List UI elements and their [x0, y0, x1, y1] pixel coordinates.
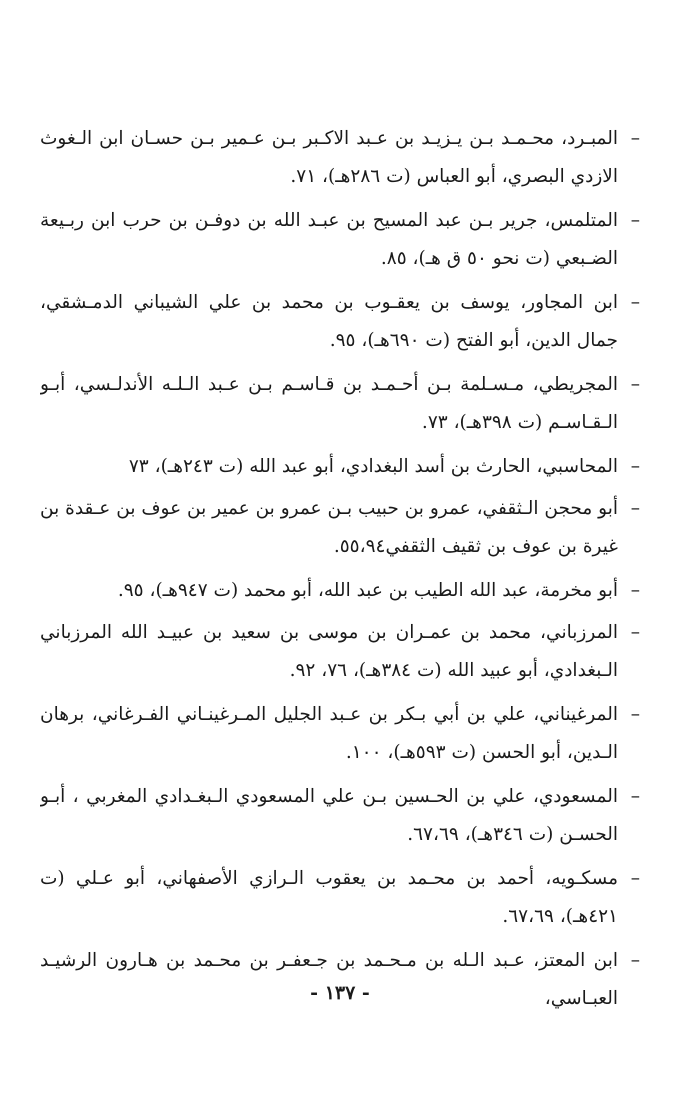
entry-text: المحاسبي، الحارث بن أسد البغدادي، أبو عبد الله (ت ٢٤٣هـ)، ٧٣ [128, 456, 618, 477]
index-entry [40, 120, 640, 202]
index-entry [40, 366, 640, 448]
entry-dash: – [630, 950, 640, 971]
entry-text: ابن المعتز، عـبد الـله بن مـحـمد بن جـعفـر بن محـمد بن هـارون الرشيـد العبـاسي، [40, 950, 618, 1009]
entry-dash: – [630, 456, 640, 477]
entry-text: المجريطي، مـسـلمة بـن أحـمـد بن قـاسـم بـن عـبد الـلـه الأندلـسي، أبـو الـقـاسـم (ت ٣٩٨هـ)، ٧٣. [40, 374, 618, 433]
index-entry [40, 860, 640, 942]
entry-dash: – [630, 622, 640, 643]
page-number: - ١٣٧ - [310, 982, 370, 1004]
index-entry [40, 696, 640, 778]
index-entry [40, 448, 640, 490]
entry-text: المتلمس، جرير بـن عبد المسيح بن عبـد الله بن دوفـن بن حرب ابن ربـيعة الضـبعي (ت نحو ٥٠ ق هـ)، ٨٥. [40, 210, 618, 269]
entry-text: أبو مخرمة، عبد الله الطيب بن عبد الله، أبو محمد (ت ٩٤٧هـ)، ٩٥. [117, 580, 618, 601]
entry-dash: – [630, 786, 640, 807]
entry-dash: – [630, 210, 640, 231]
entry-dash: – [630, 128, 640, 149]
index-entry [40, 202, 640, 284]
entry-text: أبو محجن الـثقفي، عمرو بن حبيب بـن عمرو بن عمير بن عوف بن عـقدة بن غيرة بن عوف بن ثقيف الثقفي٥٥،٩٤. [40, 498, 618, 557]
entry-text: المبـرد، محـمـد بـن يـزيـد بن عـبد الاكـبر بـن عـمير بـن حسـان ابن الـغوث الازدي البصري، أبو العباس (ت ٢٨٦هـ)، ٧١. [40, 128, 618, 187]
entry-dash: – [630, 498, 640, 519]
index-entry [40, 284, 640, 366]
entry-text: المسعودي، علي بن الحـسين بـن علي المسعودي الـبغـدادي المغربي ، أبـو الحسـن (ت ٣٤٦هـ)، ٦٧،٦٩. [40, 786, 618, 845]
index-entry [40, 778, 640, 860]
entry-dash: – [630, 704, 640, 725]
entry-dash: – [630, 292, 640, 313]
entry-text: المرزباني، محمد بن عمـران بن موسى بن سعيد بن عبيـد الله المرزباني الـبغدادي، أبو عبيد الله (ت ٣٨٤هـ)، ٧٦، ٩٢. [40, 622, 618, 681]
entry-text: مسكـويه، أحمد بن محـمد بن يعقوب الـرازي الأصفهاني، أبو عـلي (ت ٤٢١هـ)، ٦٧،٦٩. [40, 868, 618, 927]
entry-dash: – [630, 868, 640, 889]
entry-text: المرغيناني، علي بن أبي بـكر بن عـبد الجليل المـرغينـاني الفـرغاني، برهان الـدين، أبو الحسن (ت ٥٩٣هـ)، ١٠٠. [40, 704, 618, 763]
entry-text: ابن المجاور، يوسف بن يعقـوب بن محمد بن علي الشيباني الدمـشقي، جمال الدين، أبو الفتح (ت ٦٩٠هـ)، ٩٥. [40, 292, 618, 351]
index-entry [40, 572, 640, 614]
entry-dash: – [630, 580, 640, 601]
index-entry [40, 490, 640, 572]
entry-dash: – [630, 374, 640, 395]
index-entry [40, 614, 640, 696]
